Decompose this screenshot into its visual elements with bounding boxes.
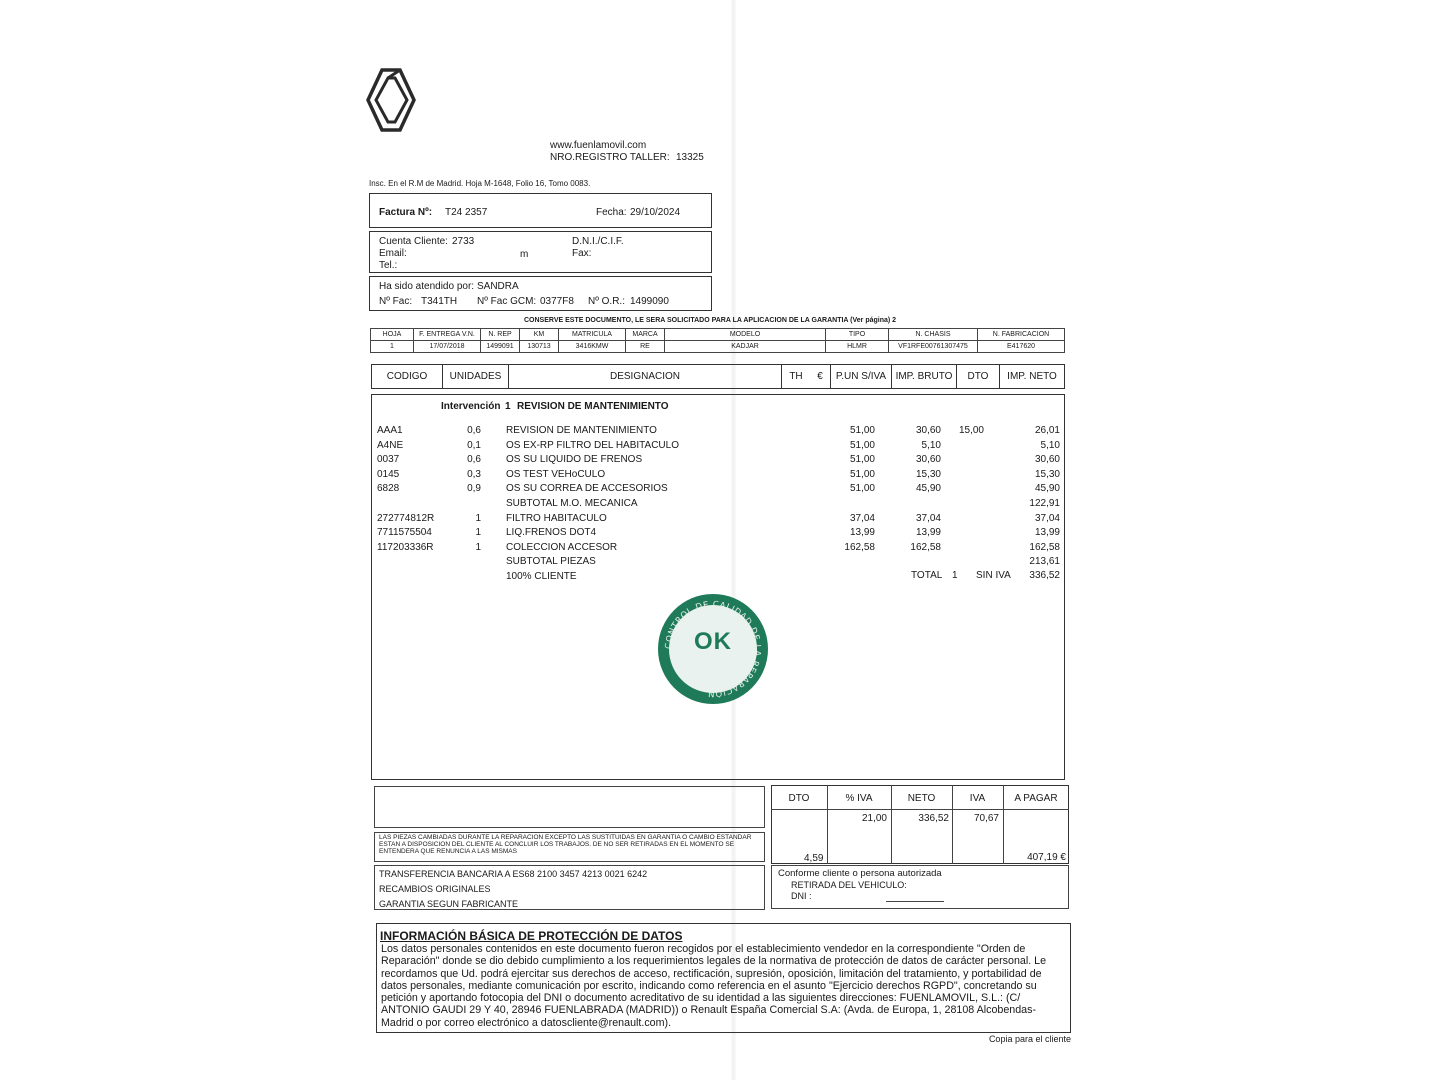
renault-logo-icon: [366, 68, 416, 132]
line-unidades: 0,1: [467, 439, 481, 451]
column-header-table: [371, 364, 1065, 389]
summary-header-neto: NETO: [907, 793, 936, 804]
privacy-title: INFORMACIÓN BÁSICA DE PROTECCIÓN DE DATOS: [380, 929, 683, 943]
stamp-ok-text: OK: [694, 628, 732, 655]
nfac-value: T341TH: [421, 296, 458, 307]
line-bruto: 37,04: [915, 512, 941, 524]
registro-value: 13325: [676, 152, 704, 163]
col-pun: P.UN S/IVA: [831, 365, 892, 389]
col-codigo: CODIGO: [372, 365, 443, 389]
line-bruto: 30,60: [915, 454, 941, 466]
line-neto: 37,04: [1034, 512, 1060, 524]
intervention-label: Intervención: [441, 401, 501, 412]
line-bruto: 45,90: [915, 483, 941, 495]
summary-divider: [771, 809, 1069, 810]
cuenta-label: Cuenta Cliente:: [379, 236, 448, 247]
line-dto: 15,00: [958, 425, 984, 436]
line-neto: 26,01: [1034, 425, 1060, 436]
summary-header-iva: IVA: [969, 793, 986, 804]
line-designacion: OS EX-RP FILTRO DEL HABITACULO: [506, 439, 679, 451]
siniva-label: SIN IVA: [976, 570, 1011, 581]
total-value: 336,52: [1029, 570, 1060, 581]
line-unidades: 1: [475, 527, 481, 539]
vehicle-value-cell: 1: [371, 341, 414, 353]
line-codigo: A4NE: [377, 439, 404, 451]
line-bruto: 30,60: [915, 425, 941, 436]
line-neto: 15,30: [1034, 468, 1060, 480]
fax-label: Fax:: [572, 248, 592, 259]
col-neto: IMP. NETO: [1000, 365, 1065, 389]
line-pun: 37,04: [849, 512, 875, 524]
vehicle-value-cell: 3416KMW: [559, 341, 626, 353]
summary-a-pagar: 407,19 €: [1027, 852, 1066, 863]
vehicle-header-cell: MARCA: [626, 329, 665, 341]
intervention-number: 1: [505, 401, 511, 412]
summary-dto: 4,59: [804, 853, 824, 864]
atendido-label: Ha sido atendido por:: [379, 281, 475, 292]
website-text: www.fuenlamovil.com: [550, 140, 647, 151]
line-pun: 51,00: [849, 439, 875, 451]
line-pun: 162,58: [844, 541, 875, 553]
line-neto: 13,99: [1034, 527, 1060, 539]
parts-note: LAS PIEZAS CAMBIADAS DURANTE LA REPARACION EXCEPTO LAS SUSTITUIDAS EN GARANTIA O CAMBIO ESTANDAR ESTAN A DISPOSICION DEL CLIENTE AL CONCLUIR LOS TRABAJOS. DE NO SER RETIRADAS EN EL MOMENTO SE ENTENDERA QUE RENUNCIA A LAS MISMAS: [379, 834, 752, 855]
quality-stamp: [658, 594, 768, 704]
col-dto: DTO: [957, 365, 1000, 389]
line-designacion: LIQ.FRENOS DOT4: [506, 527, 597, 539]
factura-label: Factura Nº:: [379, 207, 433, 218]
line-designacion: FILTRO HABITACULO: [506, 512, 607, 524]
line-designacion: SUBTOTAL PIEZAS: [506, 556, 596, 568]
line-codigo: 272774812R: [377, 512, 435, 524]
col-unidades: UNIDADES: [443, 365, 509, 389]
vehicle-value-cell: 17/07/2018: [414, 341, 481, 353]
vehicle-header-cell: N. CHASIS: [889, 329, 978, 341]
line-designacion: COLECCION ACCESOR: [506, 541, 618, 553]
vehicle-value-cell: E417620: [978, 341, 1065, 353]
line-designacion: OS SU LIQUIDO DE FRENOS: [506, 454, 643, 466]
total-label: TOTAL: [911, 570, 943, 581]
line-bruto: 13,99: [915, 527, 941, 539]
line-codigo: AAA1: [377, 425, 403, 436]
summary-iva: 70,67: [973, 813, 999, 824]
factura-value: T24 2357: [445, 207, 488, 218]
tel-label: Tel.:: [379, 260, 398, 271]
vehicle-table: [370, 328, 1065, 353]
footer-copy: Copia para el cliente: [988, 1034, 1071, 1044]
cuenta-value: 2733: [452, 236, 475, 247]
line-bruto: 162,58: [910, 541, 941, 553]
total-num: 1: [952, 570, 958, 581]
payment-line3: GARANTIA SEGUN FABRICANTE: [379, 899, 519, 909]
line-designacion: SUBTOTAL M.O. MECANICA: [506, 498, 638, 509]
line-codigo: 117203336R: [377, 541, 434, 553]
col-th: TH: [782, 365, 811, 389]
vehicle-header-cell: N. REP: [481, 329, 520, 341]
payment-line2: RECAMBIOS ORIGINALES: [379, 884, 491, 894]
col-bruto: IMP. BRUTO: [892, 365, 957, 389]
or-label: Nº O.R.:: [588, 296, 625, 307]
column-header-row: [372, 365, 1065, 389]
line-pun: 51,00: [849, 483, 875, 495]
line-unidades: 1: [475, 512, 481, 524]
line-bruto: 15,30: [915, 468, 941, 480]
col-designacion: DESIGNACION: [509, 365, 782, 389]
vehicle-header-cell: MODELO: [665, 329, 826, 341]
line-neto: 162,58: [1029, 541, 1060, 553]
atendido-value: SANDRA: [477, 281, 519, 292]
line-neto: 122,91: [1029, 498, 1060, 509]
vehicle-header-cell: TIPO: [826, 329, 889, 341]
line-designacion: REVISION DE MANTENIMIENTO: [506, 425, 657, 436]
line-unidades: 0,6: [467, 454, 481, 466]
vehicle-header-cell: MATRICULA: [559, 329, 626, 341]
summary-header-iva-pct: % IVA: [845, 793, 873, 804]
line-pun: 51,00: [849, 454, 875, 466]
line-pun: 13,99: [849, 527, 875, 539]
line-neto: 5,10: [1040, 439, 1060, 451]
fecha-label: Fecha:: [596, 207, 627, 218]
line-unidades: 0,3: [467, 468, 481, 480]
or-value: 1499090: [630, 296, 669, 307]
dni-label: D.N.I./C.I.F.: [572, 236, 624, 247]
summary-iva-pct: 21,00: [861, 813, 887, 824]
vehicle-header-cell: F. ENTREGA V.N.: [414, 329, 481, 341]
vehicle-value-cell: VF1RFE00761307475: [889, 341, 978, 353]
line-unidades: 0,6: [467, 425, 481, 436]
line-neto: 213,61: [1029, 556, 1060, 568]
vehicle-header-cell: N. FABRICACION: [978, 329, 1065, 341]
vehicle-value-cell: HLMR: [826, 341, 889, 353]
vehicle-value-cell: RE: [626, 341, 665, 353]
vehicle-header-cell: KM: [520, 329, 559, 341]
line-codigo: 0145: [377, 468, 400, 480]
line-designacion: OS TEST VEHoCULO: [506, 468, 606, 480]
line-neto: 30,60: [1034, 454, 1060, 466]
line-unidades: 0,9: [467, 483, 481, 495]
line-designacion: OS SU CORREA DE ACCESORIOS: [506, 483, 668, 495]
gcm-value: 0377F8: [540, 296, 574, 307]
line-bruto: 5,10: [921, 439, 941, 451]
conforme-dni: DNI :: [791, 891, 812, 901]
registry-note: Insc. En el R.M de Madrid. Hoja M-1648, Folio 16, Tomo 0083.: [369, 179, 591, 188]
line-designacion: 100% CLIENTE: [506, 571, 577, 582]
conforme-line2: RETIRADA DEL VEHICULO:: [791, 880, 907, 890]
summary-header-a-pagar: A PAGAR: [1014, 793, 1058, 804]
vehicle-header-cell: HOJA: [371, 329, 414, 341]
email-label: Email:: [379, 248, 407, 259]
line-codigo: 7711575504: [377, 527, 432, 539]
summary-header-dto: DTO: [788, 793, 810, 804]
line-codigo: 6828: [377, 483, 400, 495]
vehicle-value-cell: 1499091: [481, 341, 520, 353]
vehicle-value-row: [371, 341, 1065, 353]
intervention-title: REVISION DE MANTENIMIENTO: [517, 401, 669, 412]
nfac-label: Nº Fac:: [379, 296, 413, 307]
line-neto: 45,90: [1034, 483, 1060, 495]
gcm-label: Nº Fac GCM:: [477, 296, 537, 307]
stamp-ring-label: CONTROL DE CALIDAD DE LA REPARACIÓN: [664, 600, 762, 698]
registro-label: NRO.REGISTRO TALLER:: [550, 152, 670, 163]
line-codigo: 0037: [377, 454, 400, 466]
vehicle-header-row: [371, 329, 1065, 341]
lines-box: [371, 394, 1065, 780]
payment-line1: TRANSFERENCIA BANCARIA A ES68 2100 3457 4213 0021 6242: [379, 869, 648, 879]
conforme-line1: Conforme cliente o persona autorizada: [778, 868, 942, 879]
line-unidades: 1: [475, 541, 481, 553]
privacy-text: Los datos personales contenidos en este documento fueron recogidos por el establecimiento vendedor en la correspondiente "Orden de Reparación" donde se dio debido cumplimiento a los requerimientos legales de la normativa de protección de datos de carácter personal. Le recordamos que Ud. podrá ejercitar sus derechos de acceso, rectificación, supresión, oposición, limitación del tratamiento, y portabilidad de datos personales, mediante comunicación por escrito, indicando como referencia en el asunto "Ejercicio derechos RGPD", concretando su petición y aportando fotocopia del DNI o documento acreditativo de su identidad a las siguientes direcciones: FUENLAMOVIL, S.L.: (C/ ANTONIO GAUDI 29 Y 40, 28946 FUENLABRADA (MADRID)) o Renault España Comercial S.A: (Avda. de Europa, 1, 28108 Alcobendas-Madrid o por correo electrónico a datoscliente@renault.com).: [381, 943, 1047, 1029]
summary-neto: 336,52: [918, 813, 949, 824]
line-pun: 51,00: [849, 425, 875, 436]
blank-notes-box: [374, 786, 765, 828]
col-euro: €: [810, 365, 831, 389]
email-partial: m: [520, 249, 529, 260]
fecha-value: 29/10/2024: [630, 207, 681, 218]
vehicle-value-cell: 130713: [520, 341, 559, 353]
guarantee-note: CONSERVE ESTE DOCUMENTO, LE SERA SOLICITADO PARA LA APLICACION DE LA GARANTIA (Ver página) 2: [524, 317, 897, 324]
line-pun: 51,00: [849, 468, 875, 480]
signature-line: [886, 901, 944, 902]
vehicle-value-cell: KADJAR: [665, 341, 826, 353]
